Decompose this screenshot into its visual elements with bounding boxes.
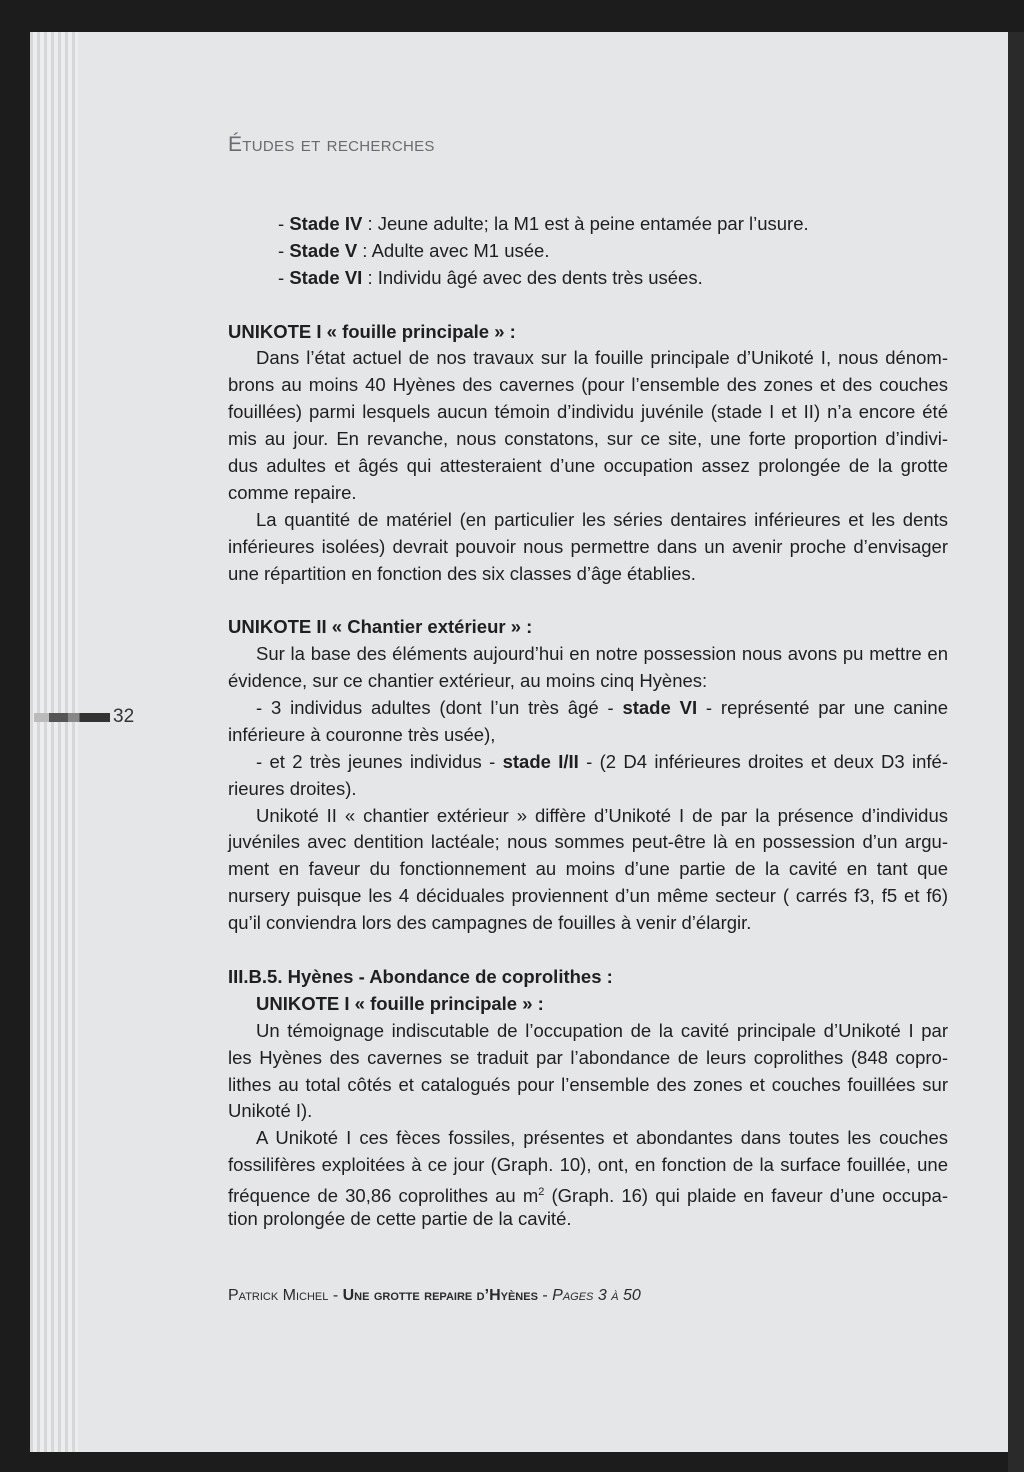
page-tab-marker (34, 713, 110, 722)
text-line: comme repaire. (228, 481, 357, 503)
section-heading: UNIKOTE I « fouille principale » : (256, 992, 544, 1014)
stacked-page-edges (30, 32, 78, 1452)
footer-title: Une grotte repaire d’Hyènes (342, 1287, 538, 1304)
text-line (228, 211, 948, 238)
bold-term: Stade VI (289, 266, 363, 288)
text-segment: - 3 individus adultes (dont l’un très âgé - (256, 697, 623, 719)
text-line (228, 695, 948, 722)
text-line: une répartition en fonction des six classes d’âge établies. (228, 562, 696, 584)
text-line: rieures droites). (228, 777, 357, 799)
text-line: nursery puisque les 4 déciduales proviennent d’un même secteur ( carrés f3, f5 et f6) (228, 885, 948, 907)
footer-separator: - (328, 1287, 343, 1304)
body-text (228, 211, 948, 1233)
text-line (228, 1179, 948, 1206)
text-segment: - (278, 213, 290, 234)
text-line: évidence, sur ce chantier extérieur, au moins cinq Hyènes: (228, 670, 708, 692)
text-line: fossilifères exploitées à ce jour (Graph. 10), ont, en fonction de la surface fouillée, une (228, 1154, 948, 1176)
text-line: Dans l’état actuel de nos travaux sur la fouille principale d’Unikoté I, nous dénom- (256, 347, 948, 369)
text-line: mis au jour. En revanche, nous constatons, sur ce site, une forte proportion d’indivi- (228, 428, 948, 450)
text-segment: : Jeune adulte; la M1 est à peine entamée par l’usure. (362, 213, 809, 234)
text-segment: - (278, 239, 290, 261)
text-segment: - et 2 très jeunes individus - (256, 750, 503, 772)
text-segment: fréquence de 30,86 coprolithes au m (228, 1185, 539, 1207)
text-segment: : Individu âgé avec des dents très usées. (362, 266, 703, 288)
text-line: lithes au total côtés et catalogués pour l’ensemble des zones et couches fouillées sur (228, 1073, 948, 1095)
text-line: Un témoignage indiscutable de l’occupation de la cavité principale d’Unikoté I par (256, 1019, 948, 1041)
text-line: les Hyènes des cavernes se traduit par l’abondance de leurs coprolithes (848 copro- (228, 1046, 948, 1068)
text-line: Unikoté I). (228, 1100, 313, 1122)
footer-pages: Pages 3 à 50 (552, 1287, 641, 1304)
text-segment: - (2 D4 inférieures droites et deux D3 infé- (578, 750, 949, 772)
text-line: Sur la base des éléments aujourd’hui en notre possession nous avons pu mettre en (256, 643, 948, 665)
text-line: inférieures isolées) devrait pouvoir nous permettre dans un avenir proche d’envisager (228, 535, 948, 557)
text-line: brons au moins 40 Hyènes des cavernes (pour l’ensemble des zones et des couches (228, 374, 948, 396)
text-line (228, 749, 948, 776)
text-line (228, 265, 948, 292)
bold-term: stade I/II (502, 750, 579, 772)
text-segment: (Graph. 16) qui plaide en faveur d’une occupa- (544, 1185, 948, 1207)
section-heading: III.B.5. Hyènes - Abondance de coprolithes : (228, 965, 613, 987)
running-header: Études et recherches (228, 133, 435, 156)
binding-edge (1008, 32, 1024, 1472)
text-segment: : Adulte avec M1 usée. (357, 239, 550, 261)
section-heading: UNIKOTE I « fouille principale » : (228, 320, 516, 342)
text-line: dus adultes et âgés qui attesteraient d’une occupation assez prolongée de la grotte (228, 455, 948, 477)
text-line: tion prolongée de cette partie de la cavité. (228, 1207, 572, 1229)
footer-author: Patrick Michel (228, 1287, 329, 1304)
text-line: fouillées) parmi lesquels aucun témoin d’individu juvénile (stade I et II) n’a encore été (228, 401, 948, 423)
text-line: inférieure à couronne très usée), (228, 723, 496, 745)
text-line: La quantité de matériel (en particulier les séries dentaires inférieures et les dents (256, 508, 948, 530)
bold-term: stade VI (622, 697, 698, 719)
page-number: 32 (113, 706, 135, 727)
section-heading: UNIKOTE II « Chantier extérieur » : (228, 616, 533, 638)
footer-separator: - (537, 1287, 553, 1304)
bold-term: Stade IV (289, 213, 363, 234)
bold-term: Stade V (289, 239, 358, 261)
text-line: ment en faveur du fonctionnement au moins d’une partie de la cavité en tant que (228, 858, 948, 880)
text-line (228, 238, 948, 265)
text-segment: - (278, 266, 290, 288)
text-line: qu’il conviendra lors des campagnes de fouilles à venir d’élargir. (228, 912, 752, 934)
text-segment: - représenté par une canine (697, 697, 948, 719)
page-footer (228, 1287, 641, 1305)
text-line: juvéniles avec dentition lactéale; nous sommes peut-être là en possession d’un argu- (228, 831, 948, 853)
text-line: Unikoté II « chantier extérieur » diffère d’Unikoté I de par la présence d’individus (256, 804, 948, 826)
text-line: A Unikoté I ces fèces fossiles, présentes et abondantes dans toutes les couches (256, 1127, 948, 1149)
text-segment: 2 (538, 1186, 545, 1199)
